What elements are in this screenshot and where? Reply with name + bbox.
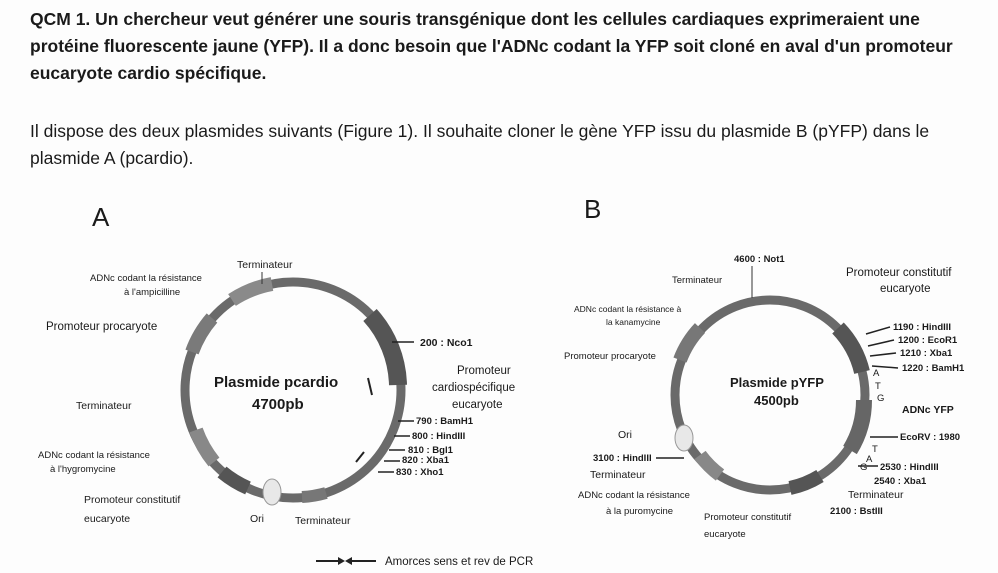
cardio-promoter-label-3: eucaryote [452, 399, 503, 411]
ecor1-label: 1200 : EcoR1 [898, 335, 958, 346]
bamh1-label-a: 790 : BamH1 [416, 416, 474, 427]
plasmid-a-name: Plasmide pcardio [214, 374, 339, 391]
plasmid-b-map [564, 254, 965, 540]
plasmid-a-size: 4700pb [252, 396, 304, 413]
puro-res-label-b-2: à la puromycine [606, 506, 674, 517]
xba1-label-a: 820 : Xba1 [402, 455, 449, 466]
bamh1-label-b: 1220 : BamH1 [902, 363, 965, 374]
terminator-top-label-a: Terminateur [237, 259, 293, 271]
tag-letter-g: G [860, 462, 868, 473]
plasmid-b-name: Plasmide pYFP [730, 375, 824, 390]
hindiii-1190-label: 1190 : HindIII [893, 322, 952, 333]
bstiii-label: 2100 : BstIII [830, 506, 883, 517]
hindiii-3100-label: 3100 : HindIII [593, 453, 652, 464]
nco1-label: 200 : Nco1 [420, 337, 473, 349]
legend-text: Amorces sens et rev de PCR [385, 556, 534, 568]
ori-marker-a [263, 479, 281, 505]
atg-letter-a: A [873, 368, 880, 379]
amp-res-segment-a [232, 284, 272, 300]
panel-b-label: B [584, 194, 602, 224]
tag-letter-t: T [872, 444, 878, 455]
const-promoter-segment-a [222, 472, 248, 488]
plasmid-a-map [38, 259, 515, 527]
hyg-res-segment-a [196, 430, 214, 462]
puro-res-label-b-1: ADNc codant la résistance [578, 490, 690, 501]
puro-res-segment-b [700, 455, 720, 475]
const-promoter-label-a-2: eucaryote [84, 513, 131, 525]
prok-promoter-label-b: Promoteur procaryote [564, 351, 656, 362]
atg-letter-t: T [875, 381, 881, 392]
panel-a-label: A [92, 202, 110, 232]
kan-res-label-b-1: ADNc codant la résistance à [574, 304, 682, 314]
amp-res-label-a-2: à l'ampicilline [124, 287, 181, 298]
bgl1-label-a: 810 : Bgl1 [408, 445, 453, 456]
const-promoter-label-a-1: Promoteur constitutif [84, 494, 181, 506]
cardio-promoter-label-1: Promoteur [457, 365, 511, 377]
tag-letter-a: A [866, 454, 873, 465]
terminator-left-label-b: Terminateur [590, 469, 646, 481]
kan-res-label-b-2: la kanamycine [606, 317, 661, 327]
xba1-1210-label: 1210 : Xba1 [900, 348, 953, 359]
adnc-yfp-label: ADNc YFP [902, 404, 954, 416]
hindiii-2530-label: 2530 : HindIII [880, 462, 939, 473]
amp-res-label-a-1: ADNc codant la résistance [90, 273, 202, 284]
plasmid-b-size: 4500pb [754, 393, 799, 408]
hindiii-label-a: 800 : HindIII [412, 431, 466, 442]
const-promoter-bottom-segment-b [790, 476, 820, 488]
terminator-top-label-b: Terminateur [672, 275, 723, 286]
prok-promoter-label-a: Promoteur procaryote [46, 321, 158, 333]
ori-marker-b [675, 425, 693, 451]
primer-forward-a [368, 378, 372, 395]
prok-promoter-segment-a [192, 318, 212, 352]
const-promoter-bottom-label-b-2: eucaryote [704, 529, 746, 540]
hyg-res-label-a-1: ADNc codant la résistance [38, 450, 150, 461]
terminator-right-label-b: Terminateur [848, 489, 904, 501]
not1-label: 4600 : Not1 [734, 254, 785, 265]
const-promoter-top-label-b-2: eucaryote [880, 283, 931, 295]
question-title: QCM 1. Un chercheur veut générer une souris transgénique dont les cellules cardiaques exprimeraient une protéine fluorescente jaune (YFP). Il a donc besoin que l'ADNc codant la YFP soit cloné en aval d'un promoteur eucaryote cardio spécifique. [30, 9, 953, 83]
ori-label-b: Ori [618, 429, 632, 441]
ori-label-a: Ori [250, 513, 264, 525]
terminator-bottom-segment-a [302, 493, 326, 497]
xba1-2540-label: 2540 : Xba1 [874, 476, 927, 487]
ecorv-label: EcoRV : 1980 [900, 432, 961, 443]
primer-legend [316, 556, 533, 568]
cardio-promoter-label-2: cardiospécifique [432, 382, 516, 394]
primer-reverse-a [356, 452, 364, 462]
atg-letter-g: G [877, 393, 885, 404]
question-body: Il dispose des deux plasmides suivants (Figure 1). Il souhaite cloner le gène YFP issu du plasmide B (pYFP) dans le plasmide A (pcardio). [30, 121, 930, 168]
kan-res-segment-b [680, 328, 700, 360]
hyg-res-label-a-2: à l'hygromycine [50, 464, 116, 475]
xho1-label-a: 830 : Xho1 [396, 467, 444, 478]
terminator-left-label-a: Terminateur [76, 400, 132, 412]
cardio-promoter-segment-a [370, 315, 398, 385]
const-promoter-top-segment-b [838, 328, 862, 372]
const-promoter-top-label-b-1: Promoteur constitutif [846, 267, 952, 279]
yfp-segment-b [850, 400, 864, 450]
terminator-bottom-label-a: Terminateur [295, 515, 351, 527]
const-promoter-bottom-label-b-1: Promoteur constitutif [704, 512, 792, 523]
